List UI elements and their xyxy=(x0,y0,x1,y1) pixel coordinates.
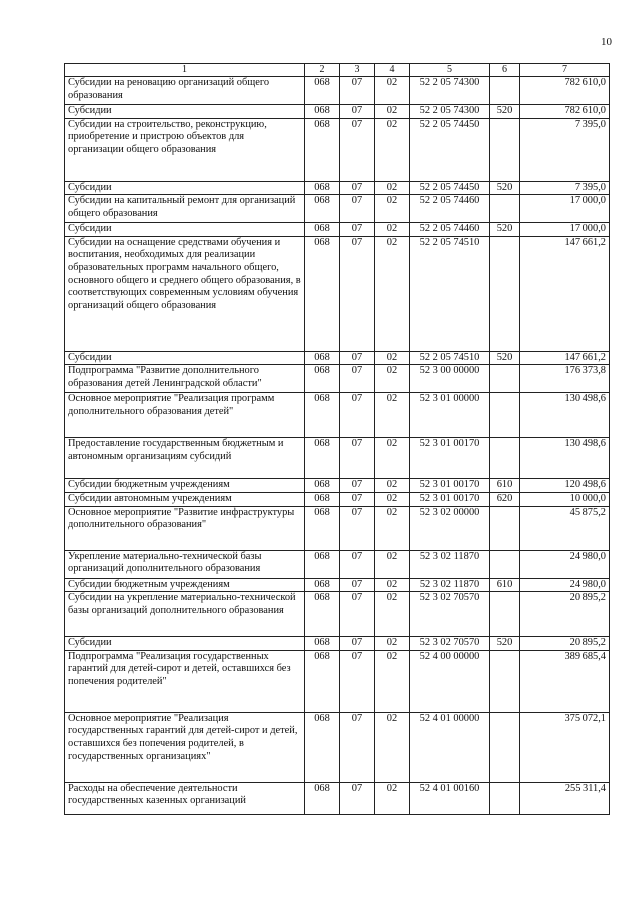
row-division-code: 07 xyxy=(340,506,375,550)
row-division-code: 07 xyxy=(340,550,375,578)
header-cell-7: 7 xyxy=(520,64,610,77)
row-name: Подпрограмма "Развитие дополнительного образования детей Ленинградской области" xyxy=(65,365,305,393)
row-name: Основное мероприятие "Развитие инфраструктуры дополнительного образования" xyxy=(65,506,305,550)
row-section-code: 068 xyxy=(305,506,340,550)
row-section-code: 068 xyxy=(305,351,340,365)
row-expense-type xyxy=(490,550,520,578)
row-name: Расходы на обеспечение деятельности государственных казенных организаций xyxy=(65,782,305,814)
row-expense-type xyxy=(490,506,520,550)
header-row xyxy=(65,64,610,77)
row-division-code: 07 xyxy=(340,492,375,506)
row-subdivision-code: 02 xyxy=(375,223,410,237)
row-section-code: 068 xyxy=(305,77,340,105)
row-section-code: 068 xyxy=(305,550,340,578)
row-target-code: 52 2 05 74450 xyxy=(410,118,490,181)
row-name: Субсидии бюджетным учреждениям xyxy=(65,578,305,592)
row-expense-type xyxy=(490,365,520,393)
row-target-code: 52 2 05 74300 xyxy=(410,77,490,105)
row-section-code: 068 xyxy=(305,637,340,651)
row-subdivision-code: 02 xyxy=(375,118,410,181)
row-target-code: 52 3 02 11870 xyxy=(410,578,490,592)
row-subdivision-code: 02 xyxy=(375,77,410,105)
row-subdivision-code: 02 xyxy=(375,637,410,651)
row-section-code: 068 xyxy=(305,438,340,479)
row-amount: 7 395,0 xyxy=(520,181,610,195)
table-row xyxy=(65,479,610,493)
row-amount: 24 980,0 xyxy=(520,578,610,592)
row-section-code: 068 xyxy=(305,479,340,493)
row-expense-type xyxy=(490,438,520,479)
row-expense-type: 620 xyxy=(490,492,520,506)
row-name: Основное мероприятие "Реализация программ дополнительного образования детей" xyxy=(65,393,305,438)
row-name: Субсидии автономным учреждениям xyxy=(65,492,305,506)
row-division-code: 07 xyxy=(340,351,375,365)
table-row xyxy=(65,712,610,782)
row-name: Субсидии бюджетным учреждениям xyxy=(65,479,305,493)
table-row xyxy=(65,236,610,351)
row-amount: 147 661,2 xyxy=(520,351,610,365)
row-target-code: 52 4 01 00160 xyxy=(410,782,490,814)
row-subdivision-code: 02 xyxy=(375,592,410,637)
row-name: Субсидии на укрепление материально-технической базы организаций дополнительного образования xyxy=(65,592,305,637)
row-expense-type xyxy=(490,650,520,712)
row-amount: 20 895,2 xyxy=(520,637,610,651)
row-amount: 120 498,6 xyxy=(520,479,610,493)
row-name: Субсидии xyxy=(65,223,305,237)
row-expense-type xyxy=(490,118,520,181)
table-row xyxy=(65,592,610,637)
row-expense-type: 520 xyxy=(490,181,520,195)
row-section-code: 068 xyxy=(305,105,340,119)
row-division-code: 07 xyxy=(340,181,375,195)
row-amount: 24 980,0 xyxy=(520,550,610,578)
row-expense-type xyxy=(490,77,520,105)
row-target-code: 52 2 05 74510 xyxy=(410,351,490,365)
row-name: Субсидии xyxy=(65,181,305,195)
table-row xyxy=(65,506,610,550)
row-section-code: 068 xyxy=(305,118,340,181)
row-section-code: 068 xyxy=(305,393,340,438)
row-section-code: 068 xyxy=(305,181,340,195)
table-row xyxy=(65,782,610,814)
table-row xyxy=(65,181,610,195)
row-target-code: 52 3 00 00000 xyxy=(410,365,490,393)
table-row xyxy=(65,438,610,479)
row-expense-type: 520 xyxy=(490,105,520,119)
row-division-code: 07 xyxy=(340,782,375,814)
row-expense-type xyxy=(490,236,520,351)
row-amount: 782 610,0 xyxy=(520,77,610,105)
table-row xyxy=(65,77,610,105)
row-target-code: 52 4 00 00000 xyxy=(410,650,490,712)
row-target-code: 52 3 01 00170 xyxy=(410,479,490,493)
row-section-code: 068 xyxy=(305,365,340,393)
table-row xyxy=(65,118,610,181)
row-target-code: 52 2 05 74510 xyxy=(410,236,490,351)
row-division-code: 07 xyxy=(340,365,375,393)
row-expense-type: 610 xyxy=(490,578,520,592)
row-target-code: 52 2 05 74460 xyxy=(410,223,490,237)
row-amount: 10 000,0 xyxy=(520,492,610,506)
row-target-code: 52 3 02 70570 xyxy=(410,637,490,651)
row-section-code: 068 xyxy=(305,592,340,637)
table-row xyxy=(65,351,610,365)
row-expense-type: 610 xyxy=(490,479,520,493)
row-amount: 17 000,0 xyxy=(520,195,610,223)
row-section-code: 068 xyxy=(305,492,340,506)
page-number: 10 xyxy=(601,36,612,48)
table-row xyxy=(65,637,610,651)
row-subdivision-code: 02 xyxy=(375,236,410,351)
row-name: Предоставление государственным бюджетным и автономным организациям субсидий xyxy=(65,438,305,479)
row-division-code: 07 xyxy=(340,479,375,493)
row-division-code: 07 xyxy=(340,578,375,592)
row-division-code: 07 xyxy=(340,195,375,223)
row-subdivision-code: 02 xyxy=(375,365,410,393)
row-amount: 130 498,6 xyxy=(520,393,610,438)
row-amount: 45 875,2 xyxy=(520,506,610,550)
row-amount: 147 661,2 xyxy=(520,236,610,351)
row-name: Субсидии на реновацию организаций общего образования xyxy=(65,77,305,105)
row-target-code: 52 2 05 74460 xyxy=(410,195,490,223)
row-expense-type xyxy=(490,195,520,223)
header-cell-6: 6 xyxy=(490,64,520,77)
table-row xyxy=(65,578,610,592)
row-section-code: 068 xyxy=(305,782,340,814)
row-name: Укрепление материально-технической базы организаций дополнительного образования xyxy=(65,550,305,578)
row-division-code: 07 xyxy=(340,592,375,637)
row-subdivision-code: 02 xyxy=(375,438,410,479)
row-division-code: 07 xyxy=(340,712,375,782)
row-expense-type xyxy=(490,592,520,637)
row-subdivision-code: 02 xyxy=(375,506,410,550)
row-subdivision-code: 02 xyxy=(375,578,410,592)
row-target-code: 52 3 01 00170 xyxy=(410,438,490,479)
table-row xyxy=(65,650,610,712)
row-target-code: 52 3 02 70570 xyxy=(410,592,490,637)
header-cell-5: 5 xyxy=(410,64,490,77)
row-name: Основное мероприятие "Реализация государственных гарантий для детей-сирот и детей, оставшихся без попечения родителей, в государственных организациях" xyxy=(65,712,305,782)
table-row xyxy=(65,105,610,119)
table-row xyxy=(65,393,610,438)
row-subdivision-code: 02 xyxy=(375,492,410,506)
row-section-code: 068 xyxy=(305,712,340,782)
row-name: Субсидии на оснащение средствами обучения и воспитания, необходимых для реализации образовательных программ начального общего, основного общего и среднего общего образования, в соответствующих современным условиям обучения организаций общего образования xyxy=(65,236,305,351)
row-division-code: 07 xyxy=(340,637,375,651)
row-target-code: 52 3 01 00170 xyxy=(410,492,490,506)
row-subdivision-code: 02 xyxy=(375,782,410,814)
row-section-code: 068 xyxy=(305,223,340,237)
row-division-code: 07 xyxy=(340,118,375,181)
row-amount: 255 311,4 xyxy=(520,782,610,814)
row-amount: 176 373,8 xyxy=(520,365,610,393)
row-expense-type: 520 xyxy=(490,223,520,237)
row-subdivision-code: 02 xyxy=(375,105,410,119)
row-division-code: 07 xyxy=(340,393,375,438)
table-row xyxy=(65,223,610,237)
row-section-code: 068 xyxy=(305,236,340,351)
row-target-code: 52 4 01 00000 xyxy=(410,712,490,782)
row-expense-type: 520 xyxy=(490,351,520,365)
row-target-code: 52 3 02 11870 xyxy=(410,550,490,578)
row-amount: 389 685,4 xyxy=(520,650,610,712)
row-subdivision-code: 02 xyxy=(375,650,410,712)
budget-table xyxy=(64,63,610,815)
header-cell-1: 1 xyxy=(65,64,305,77)
row-target-code: 52 3 02 00000 xyxy=(410,506,490,550)
row-target-code: 52 2 05 74300 xyxy=(410,105,490,119)
row-section-code: 068 xyxy=(305,195,340,223)
row-name: Субсидии xyxy=(65,637,305,651)
header-cell-3: 3 xyxy=(340,64,375,77)
row-section-code: 068 xyxy=(305,578,340,592)
row-subdivision-code: 02 xyxy=(375,181,410,195)
row-division-code: 07 xyxy=(340,223,375,237)
row-name: Субсидии на капитальный ремонт для организаций общего образования xyxy=(65,195,305,223)
table-row xyxy=(65,195,610,223)
row-subdivision-code: 02 xyxy=(375,712,410,782)
row-expense-type xyxy=(490,393,520,438)
header-cell-2: 2 xyxy=(305,64,340,77)
header-cell-4: 4 xyxy=(375,64,410,77)
row-division-code: 07 xyxy=(340,77,375,105)
row-expense-type xyxy=(490,782,520,814)
row-name: Субсидии на строительство, реконструкцию, приобретение и пристрою объектов для организации общего образования xyxy=(65,118,305,181)
row-amount: 17 000,0 xyxy=(520,223,610,237)
row-subdivision-code: 02 xyxy=(375,393,410,438)
row-amount: 130 498,6 xyxy=(520,438,610,479)
row-amount: 20 895,2 xyxy=(520,592,610,637)
row-amount: 375 072,1 xyxy=(520,712,610,782)
table-row xyxy=(65,365,610,393)
row-amount: 782 610,0 xyxy=(520,105,610,119)
row-section-code: 068 xyxy=(305,650,340,712)
row-name: Субсидии xyxy=(65,105,305,119)
row-subdivision-code: 02 xyxy=(375,479,410,493)
row-division-code: 07 xyxy=(340,236,375,351)
row-name: Подпрограмма "Реализация государственных гарантий для детей-сирот и детей, оставшихся без попечения родителей" xyxy=(65,650,305,712)
row-name: Субсидии xyxy=(65,351,305,365)
row-target-code: 52 3 01 00000 xyxy=(410,393,490,438)
row-target-code: 52 2 05 74450 xyxy=(410,181,490,195)
row-expense-type: 520 xyxy=(490,637,520,651)
row-expense-type xyxy=(490,712,520,782)
table-row xyxy=(65,550,610,578)
table-row xyxy=(65,492,610,506)
row-subdivision-code: 02 xyxy=(375,351,410,365)
row-subdivision-code: 02 xyxy=(375,550,410,578)
row-division-code: 07 xyxy=(340,105,375,119)
row-amount: 7 395,0 xyxy=(520,118,610,181)
row-division-code: 07 xyxy=(340,438,375,479)
row-division-code: 07 xyxy=(340,650,375,712)
row-subdivision-code: 02 xyxy=(375,195,410,223)
